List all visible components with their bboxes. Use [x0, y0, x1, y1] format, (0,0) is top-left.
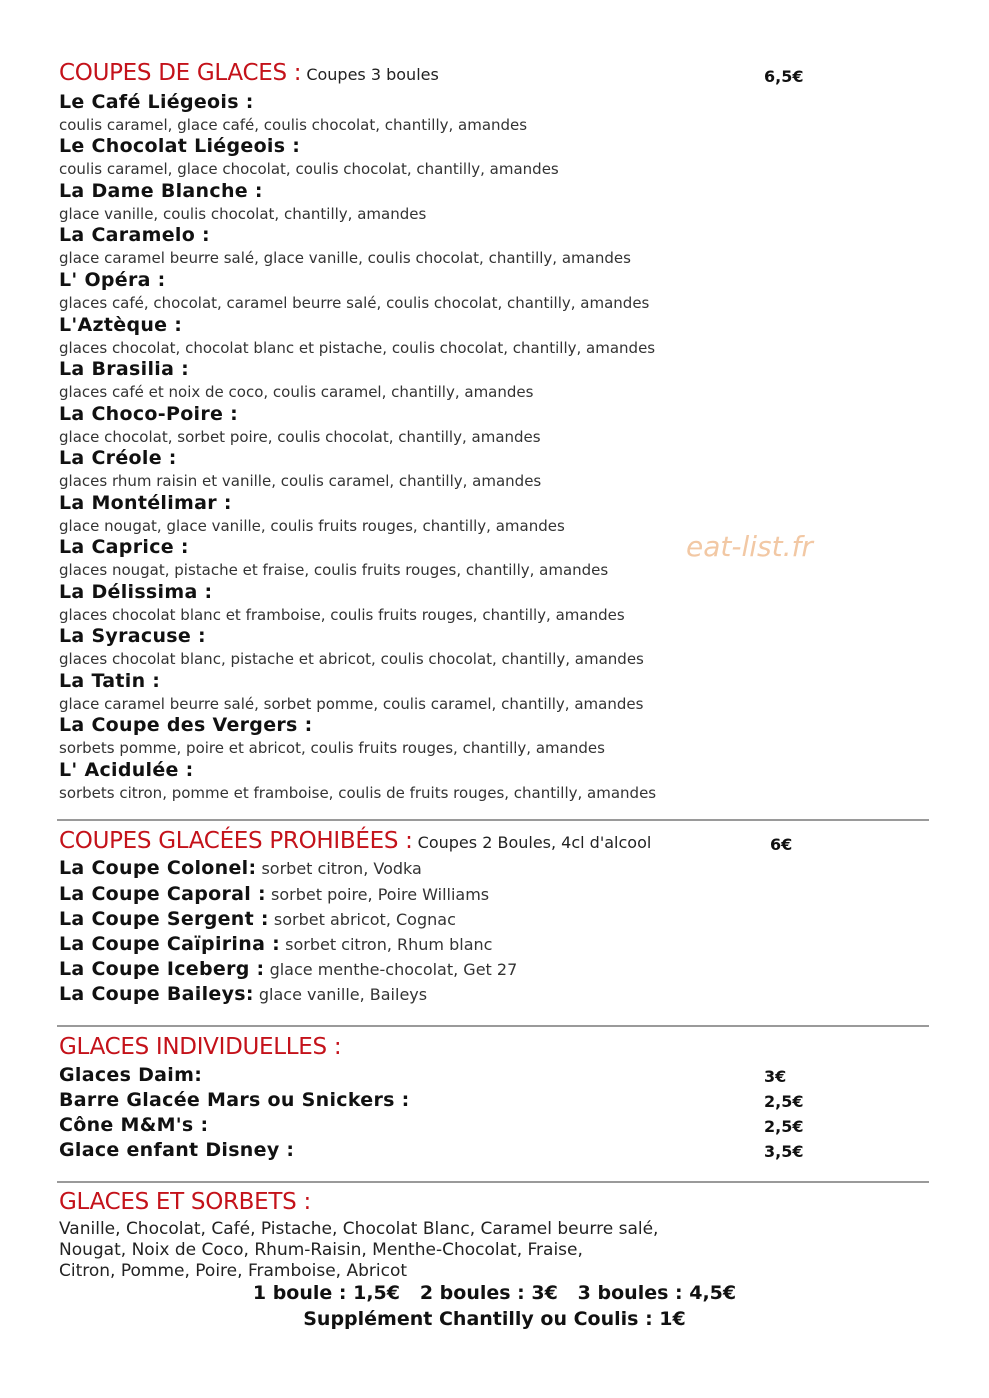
- item-name: La Syracuse :: [59, 625, 206, 647]
- list-item: [59, 983, 427, 1005]
- item-desc: glace vanille, coulis chocolat, chantilly, amandes: [59, 205, 427, 223]
- item-desc: glaces chocolat blanc, pistache et abricot, coulis chocolat, chantilly, amandes: [59, 650, 644, 668]
- divider: [57, 1181, 929, 1183]
- item-desc: glace vanille, Baileys: [258, 985, 428, 1004]
- section1-title: COUPES DE GLACES :: [59, 60, 302, 86]
- item-name: La Coupe Baileys:: [59, 983, 254, 1005]
- section2-title: COUPES GLACÉES PROHIBÉES :: [59, 828, 413, 854]
- watermark: eat-list.fr: [686, 530, 813, 563]
- item-name: La Caramelo :: [59, 224, 210, 246]
- list-item: [59, 933, 492, 955]
- item-name: La Choco-Poire :: [59, 403, 239, 425]
- item-name: La Coupe Caïpirina :: [59, 933, 281, 955]
- item-name: La Coupe Colonel:: [59, 857, 257, 879]
- item-desc: sorbet abricot, Cognac: [273, 910, 456, 929]
- item-name: La Caprice :: [59, 536, 189, 558]
- divider: [57, 819, 929, 821]
- item-desc: glaces nougat, pistache et fraise, coulis fruits rouges, chantilly, amandes: [59, 561, 609, 579]
- item-name: La Coupe des Vergers :: [59, 714, 313, 736]
- item-name: Le Chocolat Liégeois :: [59, 135, 301, 157]
- item-name: La Délissima :: [59, 581, 213, 603]
- divider: [57, 1025, 929, 1027]
- item-price: 3,5€: [764, 1142, 804, 1161]
- section1-subtitle: Coupes 3 boules: [306, 65, 439, 84]
- item-name: Le Café Liégeois :: [59, 91, 254, 113]
- flavor-line: Citron, Pomme, Poire, Framboise, Abricot: [59, 1261, 408, 1281]
- item-name: La Coupe Caporal :: [59, 883, 266, 905]
- item-name: La Coupe Sergent :: [59, 908, 269, 930]
- item-price: 2,5€: [764, 1117, 804, 1136]
- item-desc: coulis caramel, glace chocolat, coulis chocolat, chantilly, amandes: [59, 160, 559, 178]
- item-name: Glace enfant Disney :: [59, 1139, 295, 1161]
- item-name: Glaces Daim:: [59, 1064, 203, 1086]
- item-price: 2,5€: [764, 1092, 804, 1111]
- item-price: 3€: [764, 1067, 787, 1086]
- flavor-line: Vanille, Chocolat, Café, Pistache, Chocolat Blanc, Caramel beurre salé,: [59, 1219, 659, 1239]
- item-desc: glaces rhum raisin et vanille, coulis caramel, chantilly, amandes: [59, 472, 542, 490]
- flavor-line: Nougat, Noix de Coco, Rhum-Raisin, Menthe-Chocolat, Fraise,: [59, 1240, 583, 1260]
- item-name: La Créole :: [59, 447, 177, 469]
- item-desc: glaces chocolat, chocolat blanc et pistache, coulis chocolat, chantilly, amandes: [59, 339, 656, 357]
- item-name: L'Aztèque :: [59, 314, 183, 336]
- section4-title: GLACES ET SORBETS :: [59, 1189, 311, 1215]
- item-name: La Dame Blanche :: [59, 180, 263, 202]
- section2-subtitle: Coupes 2 Boules, 4cl d'alcool: [417, 833, 652, 852]
- list-item: [59, 883, 489, 905]
- item-name: La Coupe Iceberg :: [59, 958, 265, 980]
- item-desc: glaces café et noix de coco, coulis caramel, chantilly, amandes: [59, 383, 534, 401]
- list-item: [59, 908, 456, 930]
- section1-price: 6,5€: [764, 67, 804, 86]
- item-desc: sorbet citron, Vodka: [261, 859, 422, 878]
- flavor-list: [59, 1219, 658, 1282]
- item-desc: glace nougat, glace vanille, coulis fruits rouges, chantilly, amandes: [59, 517, 565, 535]
- scoop-prices: 1 boule : 1,5€ 2 boules : 3€ 3 boules : 4,5€: [252, 1282, 737, 1304]
- item-desc: sorbets citron, pomme et framboise, coulis de fruits rouges, chantilly, amandes: [59, 784, 657, 802]
- section2-header: [59, 828, 651, 854]
- item-desc: sorbet poire, Poire Williams: [271, 885, 490, 904]
- section1-header: [59, 60, 439, 86]
- item-desc: sorbet citron, Rhum blanc: [285, 935, 493, 954]
- item-name: L' Opéra :: [59, 269, 166, 291]
- item-name: Cône M&M's :: [59, 1114, 209, 1136]
- item-desc: glace chocolat, sorbet poire, coulis chocolat, chantilly, amandes: [59, 428, 541, 446]
- item-desc: glaces chocolat blanc et framboise, coulis fruits rouges, chantilly, amandes: [59, 606, 625, 624]
- item-desc: glace caramel beurre salé, sorbet pomme, coulis caramel, chantilly, amandes: [59, 695, 644, 713]
- item-desc: glace menthe-chocolat, Get 27: [269, 960, 518, 979]
- item-desc: glaces café, chocolat, caramel beurre salé, coulis chocolat, chantilly, amandes: [59, 294, 650, 312]
- list-item: [59, 958, 517, 980]
- item-desc: sorbets pomme, poire et abricot, coulis fruits rouges, chantilly, amandes: [59, 739, 605, 757]
- item-desc: glace caramel beurre salé, glace vanille, coulis chocolat, chantilly, amandes: [59, 249, 631, 267]
- item-name: L' Acidulée :: [59, 759, 194, 781]
- item-name: Barre Glacée Mars ou Snickers :: [59, 1089, 410, 1111]
- item-desc: coulis caramel, glace café, coulis chocolat, chantilly, amandes: [59, 116, 528, 134]
- item-name: La Tatin :: [59, 670, 161, 692]
- item-name: La Brasilia :: [59, 358, 189, 380]
- supplement-price: Supplément Chantilly ou Coulis : 1€: [303, 1308, 686, 1330]
- item-name: La Montélimar :: [59, 492, 232, 514]
- list-item: [59, 857, 422, 879]
- section2-price: 6€: [770, 835, 793, 854]
- section3-title: GLACES INDIVIDUELLES :: [59, 1034, 342, 1060]
